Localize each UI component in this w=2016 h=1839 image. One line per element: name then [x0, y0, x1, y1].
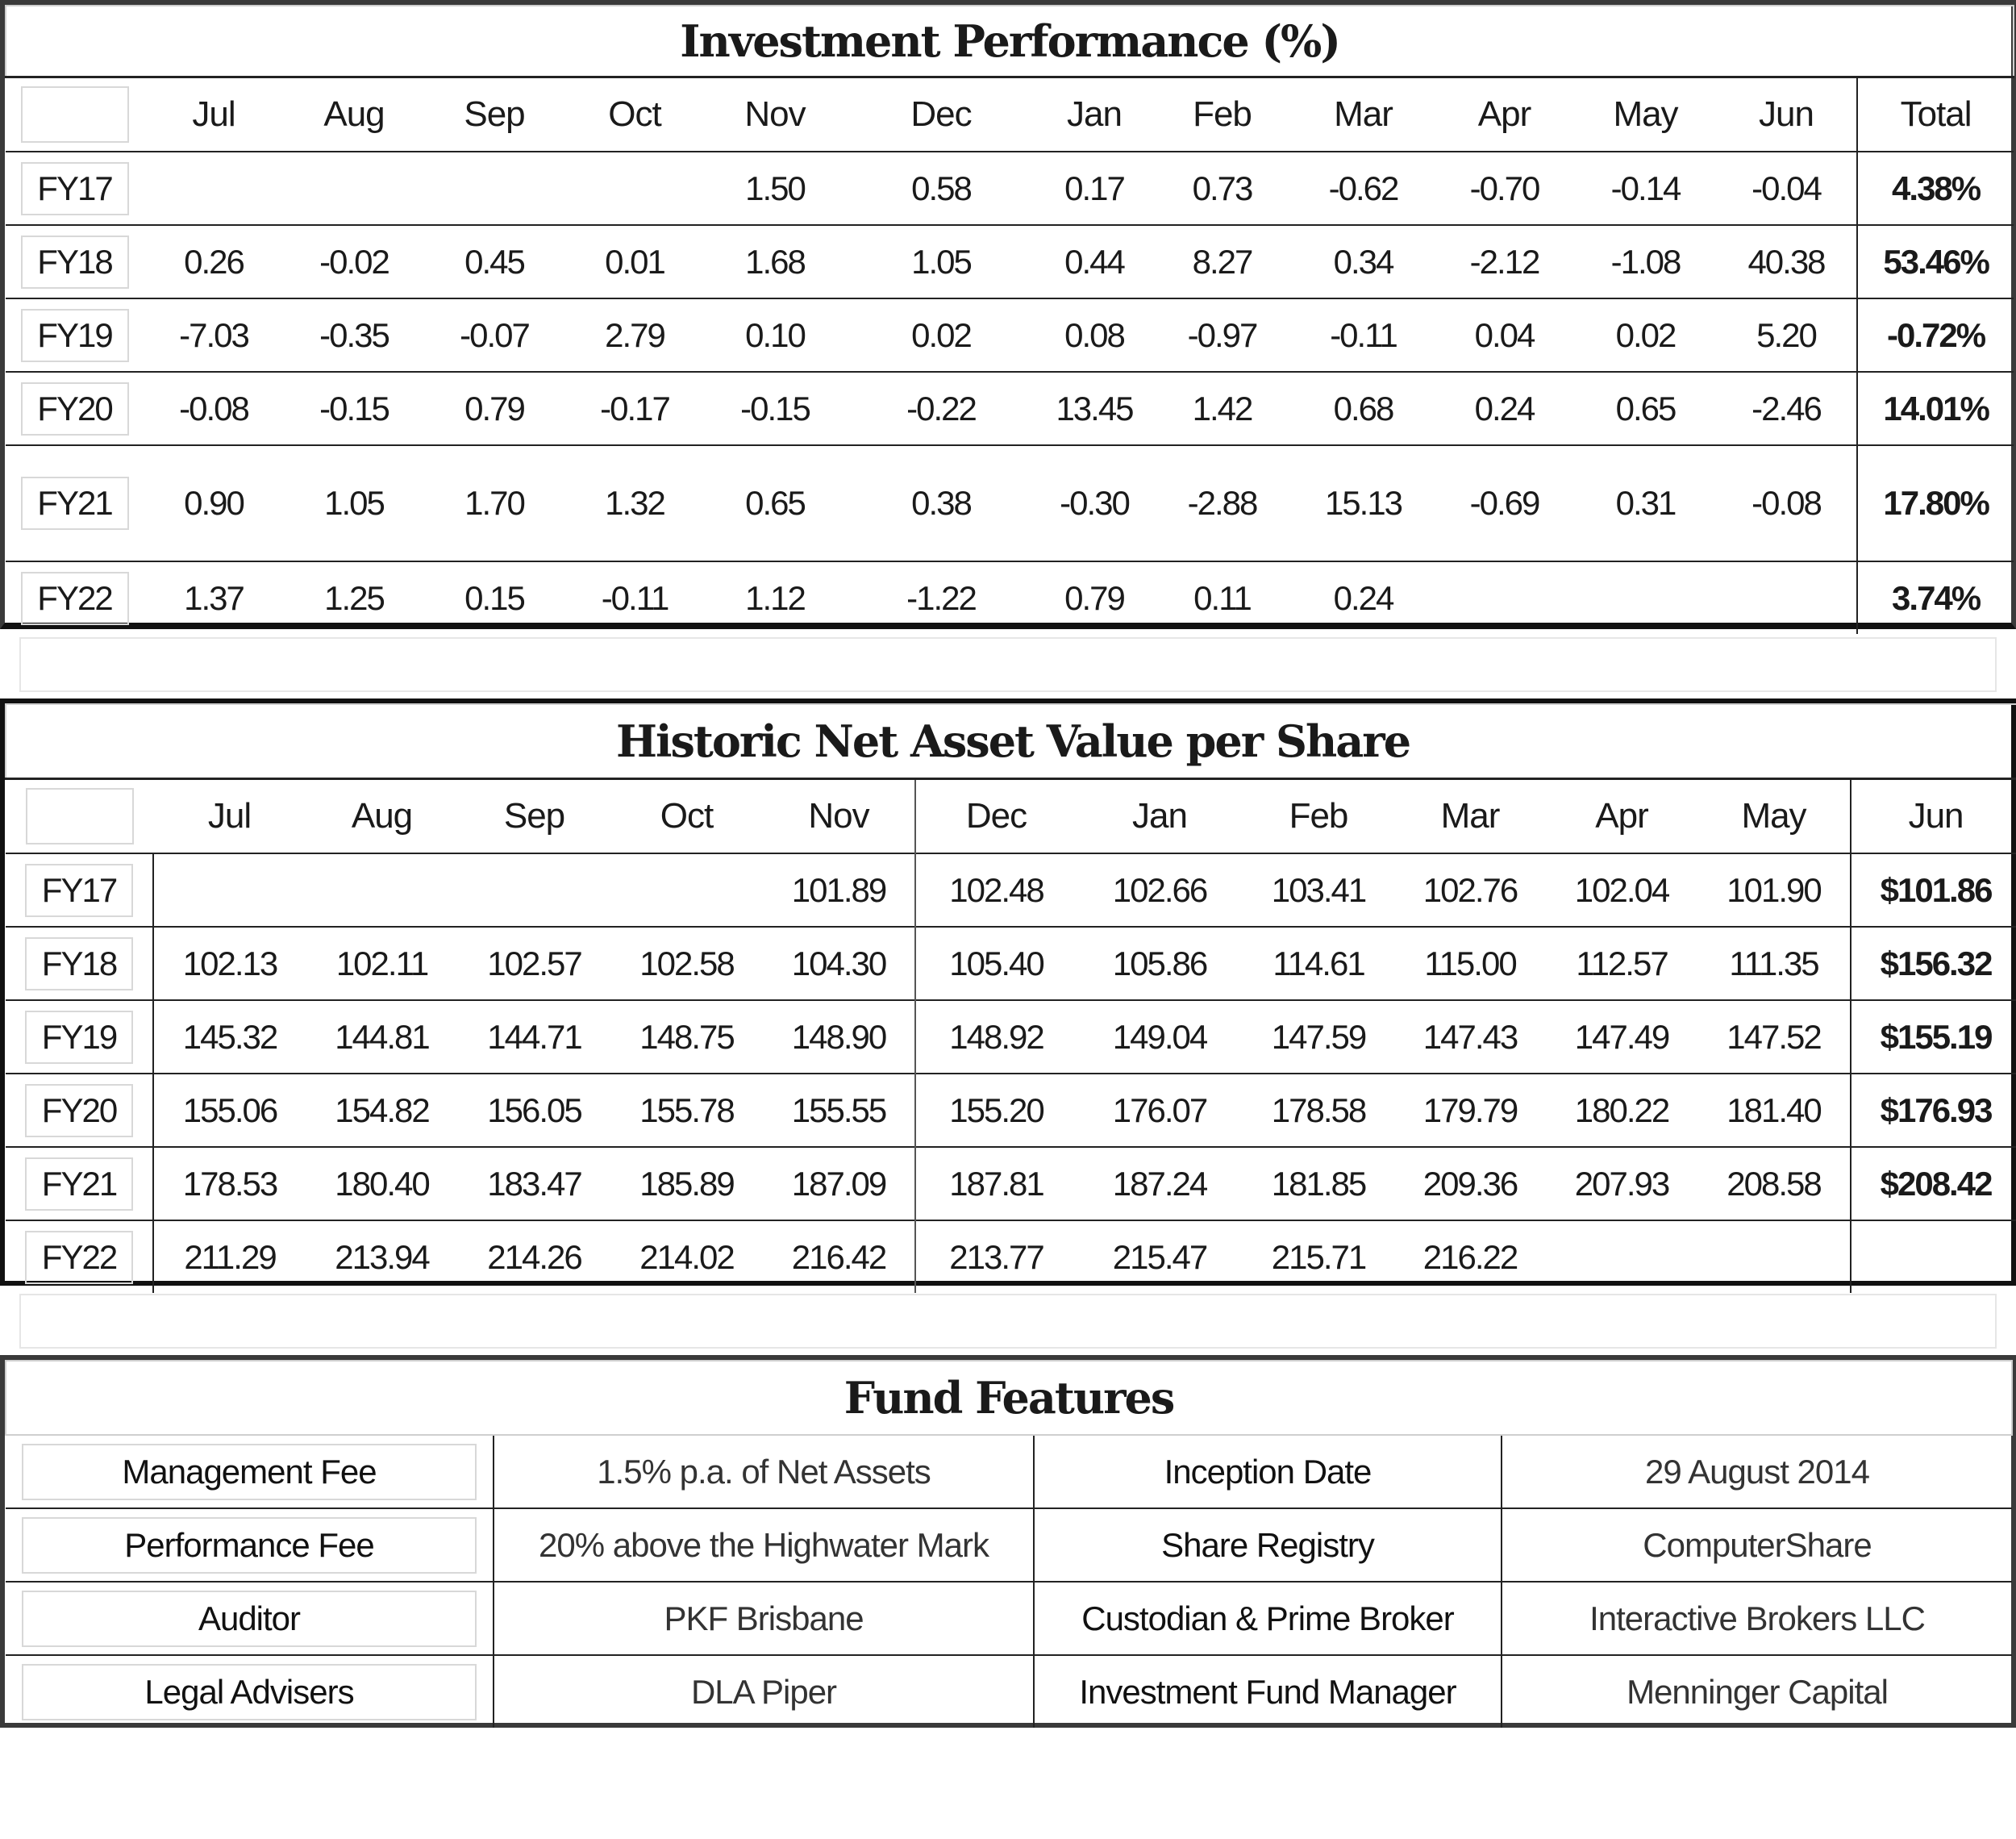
nav-value-cell: 147.43: [1394, 1000, 1546, 1074]
features-title: Fund Features: [6, 1361, 2012, 1435]
nav-value-cell: 216.22: [1394, 1220, 1546, 1293]
performance-value-cell: -0.35: [284, 298, 424, 372]
nav-value-cell: 102.11: [306, 927, 458, 1000]
feature-value: 20% above the Highwater Mark: [494, 1508, 1034, 1582]
total-value-cell: 4.38%: [1857, 152, 2014, 225]
nav-value-cell: $101.86: [1851, 853, 2016, 927]
nav-value-cell: 156.05: [458, 1074, 610, 1147]
performance-value-cell: 0.17: [1037, 152, 1152, 225]
performance-value-cell: 0.90: [144, 445, 284, 561]
performance-title: Investment Performance (%): [6, 6, 2014, 77]
month-header: May: [1575, 77, 1716, 152]
performance-value-cell: -0.70: [1434, 152, 1575, 225]
performance-value-cell: 8.27: [1152, 225, 1293, 298]
table-row: [6, 853, 2016, 927]
performance-value-cell: -0.04: [1716, 152, 1857, 225]
nav-value-cell: 145.32: [153, 1000, 306, 1074]
feature-row: [6, 1435, 2012, 1508]
performance-value-cell: 1.42: [1152, 372, 1293, 445]
nav-value-cell: 181.85: [1243, 1147, 1394, 1220]
total-value-cell: 17.80%: [1857, 445, 2014, 561]
feature-label-cell: [6, 1435, 494, 1508]
nav-value-cell: 213.77: [915, 1220, 1077, 1293]
performance-value-cell: 0.38: [845, 445, 1037, 561]
fiscal-year-cell: [6, 225, 144, 298]
nav-value-cell: 102.66: [1077, 853, 1243, 927]
performance-value-cell: 0.34: [1293, 225, 1434, 298]
fiscal-year-label: FY22: [25, 1231, 133, 1284]
month-header: Mar: [1293, 77, 1434, 152]
performance-header-row: [6, 77, 2014, 152]
nav-value-cell: 213.94: [306, 1220, 458, 1293]
performance-value-cell: 1.25: [284, 561, 424, 634]
month-header: Oct: [564, 77, 705, 152]
nav-value-cell: 103.41: [1243, 853, 1394, 927]
nav-value-cell: 115.00: [1394, 927, 1546, 1000]
nav-value-cell: 147.52: [1697, 1000, 1851, 1074]
performance-value-cell: 1.68: [705, 225, 845, 298]
month-header: Mar: [1394, 779, 1546, 854]
feature-label: Inception Date: [1034, 1435, 1502, 1508]
feature-value: Interactive Brokers LLC: [1502, 1582, 2012, 1655]
performance-value-cell: 0.58: [845, 152, 1037, 225]
performance-value-cell: -0.08: [144, 372, 284, 445]
nav-value-cell: 144.81: [306, 1000, 458, 1074]
month-header: Apr: [1434, 77, 1575, 152]
performance-value-cell: 0.24: [1293, 561, 1434, 634]
month-header: May: [1697, 779, 1851, 854]
nav-value-cell: 102.13: [153, 927, 306, 1000]
fiscal-year-cell: [6, 1220, 153, 1293]
investment-performance-panel: [0, 0, 2016, 629]
fiscal-year-label: FY18: [21, 236, 129, 289]
performance-value-cell: [1575, 561, 1716, 634]
nav-value-cell: 102.04: [1546, 853, 1697, 927]
performance-value-cell: 1.05: [284, 445, 424, 561]
performance-value-cell: 0.01: [564, 225, 705, 298]
performance-value-cell: -0.69: [1434, 445, 1575, 561]
feature-row: [6, 1582, 2012, 1655]
month-header: Aug: [306, 779, 458, 854]
feature-value: PKF Brisbane: [494, 1582, 1034, 1655]
performance-value-cell: 0.02: [1575, 298, 1716, 372]
nav-value-cell: 147.59: [1243, 1000, 1394, 1074]
month-header: Feb: [1152, 77, 1293, 152]
nav-value-cell: 176.07: [1077, 1074, 1243, 1147]
feature-label-cell: [6, 1582, 494, 1655]
fiscal-year-cell: [6, 372, 144, 445]
performance-value-cell: 0.44: [1037, 225, 1152, 298]
nav-value-cell: 215.71: [1243, 1220, 1394, 1293]
month-header: Aug: [284, 77, 424, 152]
nav-value-cell: 149.04: [1077, 1000, 1243, 1074]
feature-label: Performance Fee: [22, 1517, 477, 1574]
nav-value-cell: 111.35: [1697, 927, 1851, 1000]
performance-value-cell: 0.79: [1037, 561, 1152, 634]
performance-value-cell: 15.13: [1293, 445, 1434, 561]
nav-value-cell: 216.42: [763, 1220, 915, 1293]
nav-value-cell: 208.58: [1697, 1147, 1851, 1220]
fiscal-year-cell: [6, 927, 153, 1000]
month-header: Jun: [1716, 77, 1857, 152]
performance-value-cell: 1.32: [564, 445, 705, 561]
nav-value-cell: 155.20: [915, 1074, 1077, 1147]
fiscal-year-label: FY17: [25, 864, 133, 917]
table-row: [6, 1220, 2016, 1293]
nav-value-cell: 185.89: [610, 1147, 763, 1220]
table-row: [6, 1000, 2016, 1074]
performance-value-cell: [564, 152, 705, 225]
total-value-cell: -0.72%: [1857, 298, 2014, 372]
nav-value-cell: 144.71: [458, 1000, 610, 1074]
performance-value-cell: -0.15: [284, 372, 424, 445]
fiscal-year-cell: [6, 1147, 153, 1220]
nav-value-cell: 180.22: [1546, 1074, 1697, 1147]
month-header: Sep: [424, 77, 564, 152]
nav-value-cell: 214.02: [610, 1220, 763, 1293]
fiscal-year-label: FY18: [25, 937, 133, 990]
investment-performance-table: [5, 5, 2014, 634]
fiscal-year-cell: [6, 298, 144, 372]
month-header: Oct: [610, 779, 763, 854]
nav-value-cell: 211.29: [153, 1220, 306, 1293]
performance-value-cell: 0.08: [1037, 298, 1152, 372]
nav-value-cell: 180.40: [306, 1147, 458, 1220]
nav-value-cell: 178.58: [1243, 1074, 1394, 1147]
fiscal-year-cell: [6, 1000, 153, 1074]
nav-value-cell: 114.61: [1243, 927, 1394, 1000]
feature-value: 1.5% p.a. of Net Assets: [494, 1435, 1034, 1508]
fiscal-year-label: FY19: [25, 1011, 133, 1064]
nav-value-cell: 101.90: [1697, 853, 1851, 927]
nav-value-cell: 183.47: [458, 1147, 610, 1220]
month-header: Nov: [763, 779, 915, 854]
month-header: Jul: [144, 77, 284, 152]
nav-value-cell: 148.75: [610, 1000, 763, 1074]
nav-title: Historic Net Asset Value per Share: [6, 704, 2016, 779]
feature-value: ComputerShare: [1502, 1508, 2012, 1582]
performance-value-cell: -2.88: [1152, 445, 1293, 561]
historic-nav-table: [5, 703, 2016, 1293]
nav-value-cell: 187.24: [1077, 1147, 1243, 1220]
performance-value-cell: -0.62: [1293, 152, 1434, 225]
total-header: Total: [1857, 77, 2014, 152]
table-row: [6, 927, 2016, 1000]
performance-value-cell: 0.79: [424, 372, 564, 445]
nav-value-cell: 105.40: [915, 927, 1077, 1000]
fund-features-panel: [0, 1355, 2016, 1728]
fund-features-table: [5, 1360, 2013, 1728]
performance-value-cell: 0.24: [1434, 372, 1575, 445]
feature-label: Share Registry: [1034, 1508, 1502, 1582]
nav-value-cell: 102.48: [915, 853, 1077, 927]
performance-value-cell: 1.70: [424, 445, 564, 561]
nav-value-cell: [1546, 1220, 1697, 1293]
performance-value-cell: 0.11: [1152, 561, 1293, 634]
nav-value-cell: 147.49: [1546, 1000, 1697, 1074]
table-row: [6, 1074, 2016, 1147]
performance-value-cell: 0.45: [424, 225, 564, 298]
table-row: [6, 152, 2014, 225]
feature-label: Management Fee: [22, 1444, 477, 1500]
nav-value-cell: 102.57: [458, 927, 610, 1000]
nav-value-cell: [610, 853, 763, 927]
nav-value-cell: 155.78: [610, 1074, 763, 1147]
performance-value-cell: 1.05: [845, 225, 1037, 298]
performance-value-cell: -0.22: [845, 372, 1037, 445]
section-spacer: [19, 1294, 1997, 1349]
nav-value-cell: $176.93: [1851, 1074, 2016, 1147]
nav-value-cell: [458, 853, 610, 927]
nav-value-cell: [153, 853, 306, 927]
nav-value-cell: 148.92: [915, 1000, 1077, 1074]
nav-value-cell: 102.76: [1394, 853, 1546, 927]
nav-value-cell: 214.26: [458, 1220, 610, 1293]
performance-value-cell: 40.38: [1716, 225, 1857, 298]
performance-value-cell: -0.97: [1152, 298, 1293, 372]
performance-value-cell: 0.31: [1575, 445, 1716, 561]
total-value-cell: 3.74%: [1857, 561, 2014, 634]
performance-value-cell: 1.37: [144, 561, 284, 634]
table-row: [6, 1147, 2016, 1220]
nav-value-cell: 102.58: [610, 927, 763, 1000]
nav-value-cell: 187.09: [763, 1147, 915, 1220]
nav-value-cell: $156.32: [1851, 927, 2016, 1000]
performance-value-cell: -0.14: [1575, 152, 1716, 225]
nav-value-cell: 207.93: [1546, 1147, 1697, 1220]
performance-value-cell: 0.65: [705, 445, 845, 561]
table-row: [6, 445, 2014, 561]
performance-value-cell: 0.65: [1575, 372, 1716, 445]
month-header: Sep: [458, 779, 610, 854]
month-header: Nov: [705, 77, 845, 152]
performance-value-cell: -1.22: [845, 561, 1037, 634]
performance-value-cell: -2.12: [1434, 225, 1575, 298]
performance-value-cell: 0.02: [845, 298, 1037, 372]
total-value-cell: 53.46%: [1857, 225, 2014, 298]
performance-value-cell: [144, 152, 284, 225]
fiscal-year-label: FY19: [21, 309, 129, 362]
performance-value-cell: 0.73: [1152, 152, 1293, 225]
feature-value: DLA Piper: [494, 1655, 1034, 1728]
month-header: Dec: [915, 779, 1077, 854]
nav-header-row: [6, 779, 2016, 854]
nav-value-cell: 105.86: [1077, 927, 1243, 1000]
feature-row: [6, 1508, 2012, 1582]
month-header: Jan: [1037, 77, 1152, 152]
table-row: [6, 298, 2014, 372]
header-blank-cell: [6, 779, 153, 854]
feature-label-cell: [6, 1508, 494, 1582]
nav-value-cell: 187.81: [915, 1147, 1077, 1220]
performance-value-cell: 0.68: [1293, 372, 1434, 445]
section-spacer: [19, 637, 1997, 692]
feature-value: 29 August 2014: [1502, 1435, 2012, 1508]
month-header: Apr: [1546, 779, 1697, 854]
nav-value-cell: 181.40: [1697, 1074, 1851, 1147]
performance-value-cell: 2.79: [564, 298, 705, 372]
performance-value-cell: -1.08: [1575, 225, 1716, 298]
performance-value-cell: -0.11: [1293, 298, 1434, 372]
nav-value-cell: 178.53: [153, 1147, 306, 1220]
nav-value-cell: 154.82: [306, 1074, 458, 1147]
nav-value-cell: [1697, 1220, 1851, 1293]
performance-value-cell: -0.17: [564, 372, 705, 445]
performance-value-cell: 0.15: [424, 561, 564, 634]
fiscal-year-cell: [6, 445, 144, 561]
month-header: Dec: [845, 77, 1037, 152]
performance-value-cell: -0.15: [705, 372, 845, 445]
nav-value-cell: [306, 853, 458, 927]
performance-value-cell: [1434, 561, 1575, 634]
performance-value-cell: 1.50: [705, 152, 845, 225]
nav-value-cell: 155.06: [153, 1074, 306, 1147]
performance-value-cell: -7.03: [144, 298, 284, 372]
nav-value-cell: [1851, 1220, 2016, 1293]
fiscal-year-label: FY22: [21, 572, 129, 625]
performance-value-cell: -0.30: [1037, 445, 1152, 561]
month-header: Jul: [153, 779, 306, 854]
month-header: Jun: [1851, 779, 2016, 854]
nav-value-cell: 209.36: [1394, 1147, 1546, 1220]
performance-value-cell: 0.26: [144, 225, 284, 298]
feature-label-cell: [6, 1655, 494, 1728]
nav-value-cell: 101.89: [763, 853, 915, 927]
performance-value-cell: -0.07: [424, 298, 564, 372]
fiscal-year-cell: [6, 152, 144, 225]
feature-row: [6, 1655, 2012, 1728]
fiscal-year-label: FY21: [25, 1157, 133, 1211]
historic-nav-panel: [0, 698, 2016, 1286]
performance-value-cell: 13.45: [1037, 372, 1152, 445]
performance-value-cell: [284, 152, 424, 225]
performance-value-cell: 0.04: [1434, 298, 1575, 372]
table-row: [6, 561, 2014, 634]
month-header: Feb: [1243, 779, 1394, 854]
feature-value: Menninger Capital: [1502, 1655, 2012, 1728]
nav-value-cell: 112.57: [1546, 927, 1697, 1000]
table-row: [6, 225, 2014, 298]
fiscal-year-cell: [6, 561, 144, 634]
nav-value-cell: 215.47: [1077, 1220, 1243, 1293]
fiscal-year-label: FY17: [21, 162, 129, 215]
nav-value-cell: 104.30: [763, 927, 915, 1000]
nav-value-cell: $155.19: [1851, 1000, 2016, 1074]
performance-value-cell: [1716, 561, 1857, 634]
table-row: [6, 372, 2014, 445]
nav-value-cell: 155.55: [763, 1074, 915, 1147]
performance-value-cell: 0.10: [705, 298, 845, 372]
performance-value-cell: -0.08: [1716, 445, 1857, 561]
performance-value-cell: 5.20: [1716, 298, 1857, 372]
performance-value-cell: -2.46: [1716, 372, 1857, 445]
feature-label: Auditor: [22, 1591, 477, 1647]
feature-label: Investment Fund Manager: [1034, 1655, 1502, 1728]
feature-label: Legal Advisers: [22, 1664, 477, 1720]
nav-value-cell: $208.42: [1851, 1147, 2016, 1220]
fiscal-year-label: FY20: [25, 1084, 133, 1137]
fiscal-year-cell: [6, 1074, 153, 1147]
nav-value-cell: 179.79: [1394, 1074, 1546, 1147]
fiscal-year-cell: [6, 853, 153, 927]
performance-value-cell: 1.12: [705, 561, 845, 634]
total-value-cell: 14.01%: [1857, 372, 2014, 445]
month-header: Jan: [1077, 779, 1243, 854]
performance-value-cell: -0.11: [564, 561, 705, 634]
fiscal-year-label: FY20: [21, 382, 129, 436]
nav-value-cell: 148.90: [763, 1000, 915, 1074]
header-blank-cell: [6, 77, 144, 152]
performance-value-cell: [424, 152, 564, 225]
feature-label: Custodian & Prime Broker: [1034, 1582, 1502, 1655]
performance-value-cell: -0.02: [284, 225, 424, 298]
fiscal-year-label: FY21: [21, 477, 129, 530]
